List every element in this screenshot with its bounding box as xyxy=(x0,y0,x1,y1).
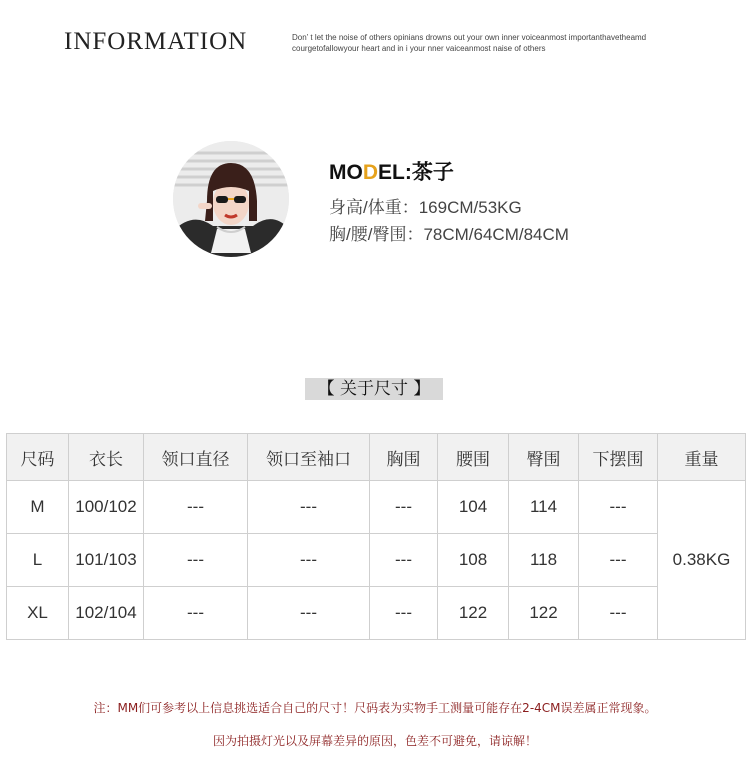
cell-chest: --- xyxy=(370,534,438,587)
cell-neck-to-cuff: --- xyxy=(248,534,370,587)
table-header-row xyxy=(7,434,746,481)
cell-chest: --- xyxy=(370,481,438,534)
model-measurements: 胸/腰/臀围：78CM/64CM/84CM xyxy=(329,225,569,244)
header-neck-diameter: 领口直径 xyxy=(144,434,248,481)
table-row xyxy=(7,534,746,587)
cell-hip: 114 xyxy=(509,481,579,534)
size-section-title: 【 关于尺寸 】 xyxy=(305,378,443,400)
cell-neck-diameter: --- xyxy=(144,534,248,587)
cell-length: 101/103 xyxy=(69,534,144,587)
size-note: 注：MM们可参考以上信息挑选适合自己的尺寸！尺码表为实物手工测量可能存在2-4CM误差属正常现象。 xyxy=(93,701,657,715)
cell-waist: 108 xyxy=(438,534,509,587)
table-row xyxy=(7,481,746,534)
header-hip: 臀围 xyxy=(509,434,579,481)
cell-hip: 122 xyxy=(509,587,579,640)
model-label-part2: EL: xyxy=(378,161,412,184)
size-table-container xyxy=(6,433,745,636)
cell-waist: 122 xyxy=(438,587,509,640)
cell-length: 102/104 xyxy=(69,587,144,640)
cell-hip: 118 xyxy=(509,534,579,587)
cell-neck-to-cuff: --- xyxy=(248,587,370,640)
information-title: INFORMATION xyxy=(64,28,248,55)
cell-hem: --- xyxy=(579,481,658,534)
model-label-accent: D xyxy=(362,161,378,184)
header-waist: 腰围 xyxy=(438,434,509,481)
cell-neck-diameter: --- xyxy=(144,587,248,640)
model-name xyxy=(329,156,454,186)
model-avatar xyxy=(173,141,289,257)
cell-size: M xyxy=(7,481,69,534)
cell-hem: --- xyxy=(579,534,658,587)
header-size: 尺码 xyxy=(7,434,69,481)
cell-hem: --- xyxy=(579,587,658,640)
model-height-weight: 身高/体重：169CM/53KG xyxy=(329,198,522,217)
header-quote-line-2: courgetofallowyour heart and in i your nner vaiceanmost naise of others xyxy=(292,44,546,53)
header-length: 衣长 xyxy=(69,434,144,481)
color-note: 因为拍摄灯光以及屏幕差异的原因，色差不可避免，请谅解！ xyxy=(212,734,537,748)
header-quote-line-1: Don’ t let the noise of others opinians drowns out your own inner voiceanmost importanthavetheamd xyxy=(292,33,647,42)
header-neck-to-cuff: 领口至袖口 xyxy=(248,434,370,481)
header-quote xyxy=(292,32,732,54)
header-chest: 胸围 xyxy=(370,434,438,481)
cell-neck-to-cuff: --- xyxy=(248,481,370,534)
size-table xyxy=(6,433,746,640)
cell-waist: 104 xyxy=(438,481,509,534)
model-photo-illustration xyxy=(173,141,289,257)
header-hem: 下摆围 xyxy=(579,434,658,481)
cell-size: L xyxy=(7,534,69,587)
cell-neck-diameter: --- xyxy=(144,481,248,534)
table-row xyxy=(7,587,746,640)
header-weight: 重量 xyxy=(658,434,746,481)
cell-chest: --- xyxy=(370,587,438,640)
model-name-value: 茶子 xyxy=(411,161,454,184)
cell-size: XL xyxy=(7,587,69,640)
cell-weight: 0.38KG xyxy=(658,481,746,640)
model-label-part1: MO xyxy=(329,161,363,184)
cell-length: 100/102 xyxy=(69,481,144,534)
